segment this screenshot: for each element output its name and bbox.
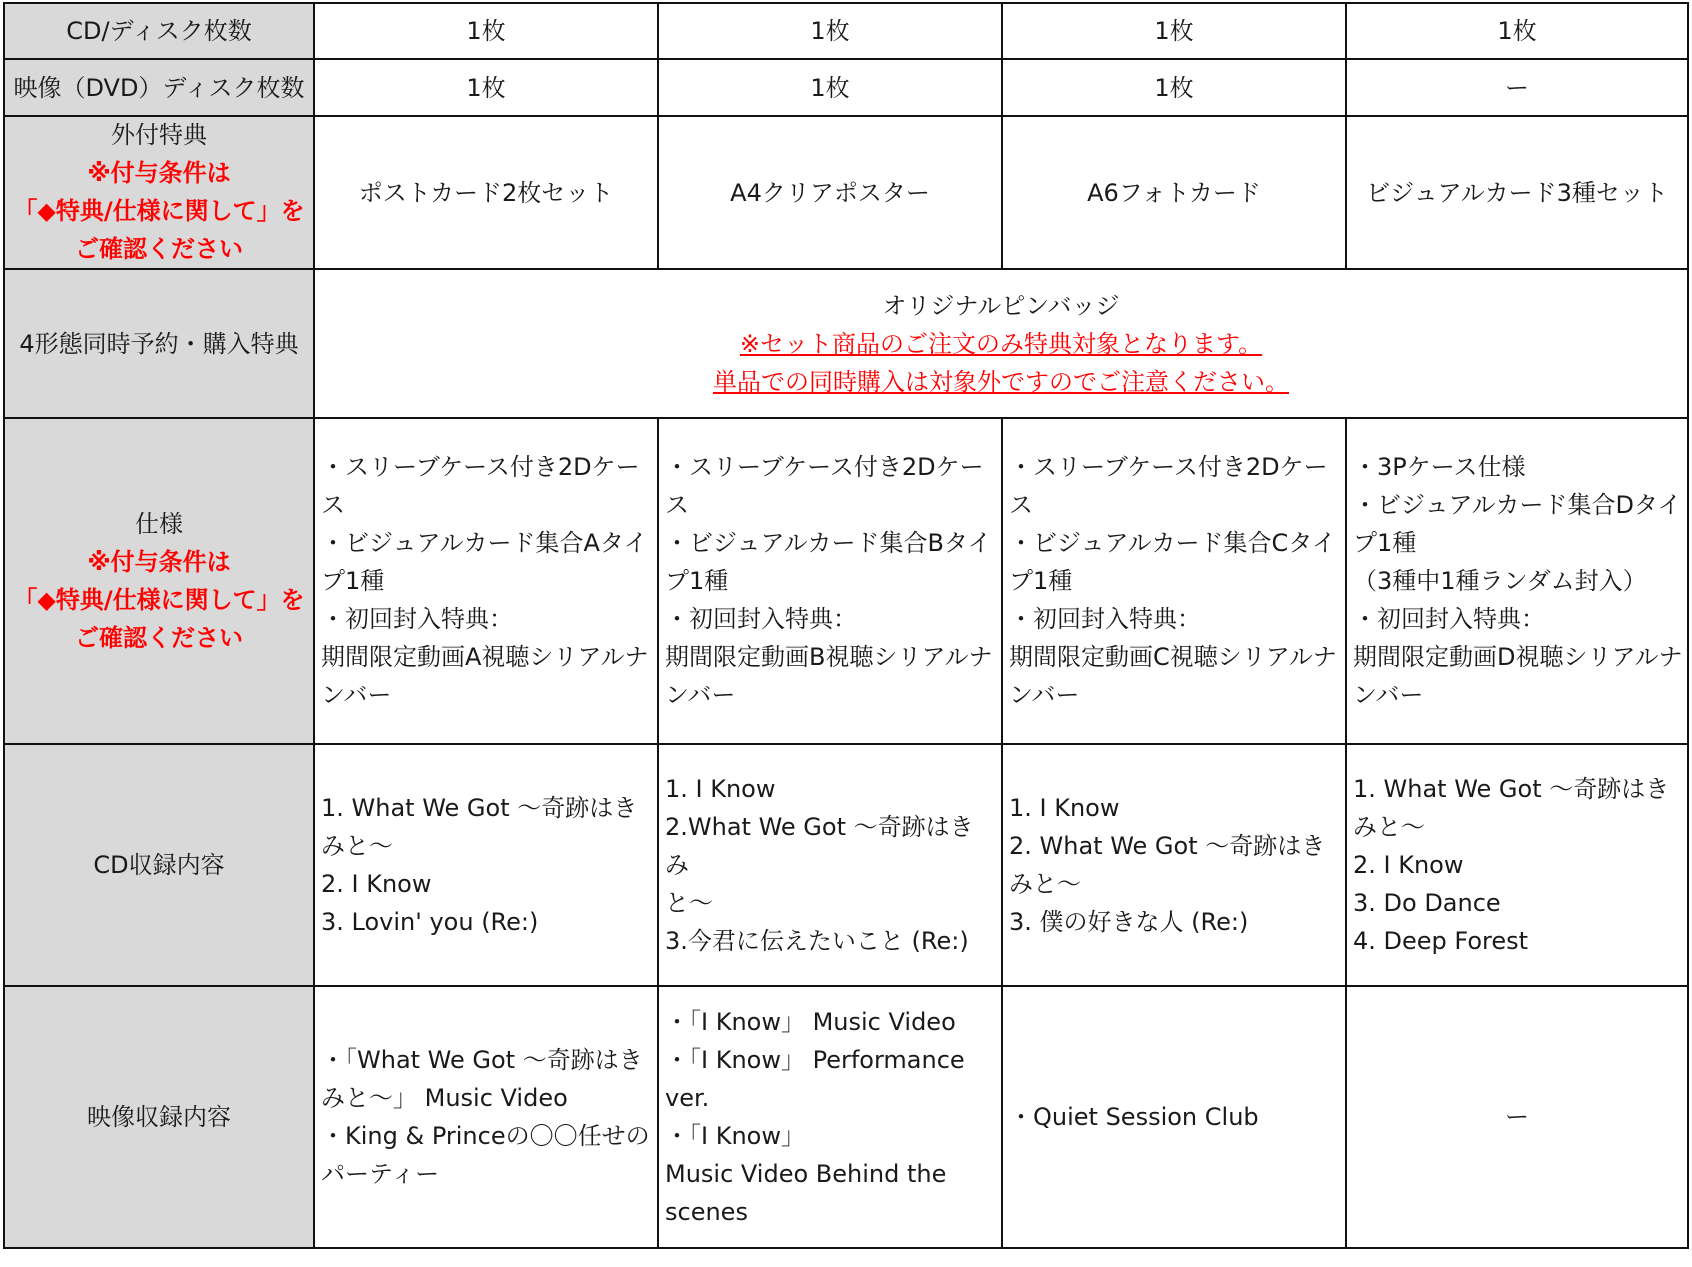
spec-line: 期間限定動画A視聴シリアルナ — [321, 643, 649, 671]
track-line: みと～ — [1009, 870, 1081, 898]
spec-line: ・ビジュアルカード集合Bタイ — [665, 529, 992, 557]
spec-cell — [1346, 418, 1688, 744]
video-contents-cell — [314, 986, 658, 1248]
cd-contents-cell — [1346, 744, 1688, 986]
video-line: scenes — [665, 1198, 748, 1226]
set-bonus-note: 単品での同時購入は対象外ですのでご注意ください。 — [713, 367, 1289, 396]
video-line: ・「What We Got ～奇跡はき — [321, 1046, 643, 1074]
spec-line: （3種中1種ランダム封入） — [1353, 567, 1647, 595]
spec-line: プ1種 — [1353, 529, 1417, 557]
product-spec-table — [3, 2, 1689, 1249]
cd-disc-count-label: CD/ディスク枚数 — [4, 3, 314, 59]
spec-line: ・初回封入特典： — [1353, 605, 1545, 633]
spec-line: ンバー — [665, 681, 736, 709]
spec-line: ンバー — [1353, 681, 1424, 709]
row-set-bonus — [4, 269, 1688, 418]
spec-line: ンバー — [321, 681, 392, 709]
spec-line: ・スリーブケース付き2Dケー — [321, 453, 640, 481]
track-line: 2. What We Got ～奇跡はき — [1009, 832, 1326, 860]
video-contents-label: 映像収録内容 — [4, 986, 314, 1248]
video-line: ・「I Know」 Performance — [665, 1046, 965, 1074]
track-line: 1. I Know — [1009, 794, 1120, 822]
cd-contents-cell — [1002, 744, 1346, 986]
row-spec — [4, 418, 1688, 744]
condition-note: 「◆特典/仕様に関して」を — [13, 585, 305, 614]
track-line: 2.What We Got ～奇跡はきみ — [665, 813, 974, 879]
cd-contents-cell — [658, 744, 1002, 986]
video-line: ver. — [665, 1084, 710, 1112]
video-line: ・「I Know」 Music Video — [665, 1008, 956, 1036]
spec-line: ・初回封入特典： — [1009, 605, 1201, 633]
track-line: 1. What We Got ～奇跡はき — [1353, 775, 1670, 803]
track-line: 2. I Know — [321, 870, 432, 898]
external-bonus-value: A6フォトカード — [1002, 116, 1346, 269]
video-contents-cell — [658, 986, 1002, 1248]
spec-line: ス — [321, 491, 345, 519]
external-bonus-value: ポストカード2枚セット — [314, 116, 658, 269]
condition-note: ※付与条件は — [87, 547, 231, 576]
video-line: みと～」 Music Video — [321, 1084, 568, 1112]
track-line: 3.今君に伝えたいこと (Re:) — [665, 927, 969, 955]
track-line: 3. Do Dance — [1353, 889, 1501, 917]
track-line: 4. Deep Forest — [1353, 927, 1529, 955]
set-bonus-value: オリジナルピンバッジ — [882, 291, 1120, 320]
condition-note: ご確認ください — [75, 235, 243, 263]
track-line: 1. What We Got ～奇跡はき — [321, 794, 638, 822]
track-line: 3. Lovin' you (Re:) — [321, 908, 539, 936]
spec-line: ス — [1009, 491, 1033, 519]
set-bonus-label: 4形態同時予約・購入特典 — [4, 269, 314, 418]
set-bonus-note: ※セット商品のご注文のみ特典対象となります。 — [739, 329, 1263, 358]
cd-disc-count-value: 1枚 — [1346, 3, 1688, 59]
spec-cell — [314, 418, 658, 744]
condition-note: ※付与条件は — [87, 159, 231, 187]
spec-line: ・3Pケース仕様 — [1353, 453, 1526, 481]
spec-line: ・スリーブケース付き2Dケー — [665, 453, 984, 481]
video-line: パーティー — [321, 1160, 440, 1188]
video-line: ー — [1505, 1103, 1529, 1131]
spec-line: ・ビジュアルカード集合Dタイ — [1353, 491, 1682, 519]
dvd-disc-count-value: 1枚 — [314, 59, 658, 116]
condition-note: 「◆特典/仕様に関して」を — [13, 197, 305, 225]
cd-contents-cell — [314, 744, 658, 986]
cd-disc-count-value: 1枚 — [658, 3, 1002, 59]
video-contents-cell — [1002, 986, 1346, 1248]
track-line: みと～ — [321, 832, 393, 860]
external-bonus-label: 外付特典 — [111, 121, 207, 149]
set-bonus-cell — [314, 269, 1688, 418]
row-video-contents — [4, 986, 1688, 1248]
spec-line: プ1種 — [665, 567, 729, 595]
spec-line: ・スリーブケース付き2Dケー — [1009, 453, 1328, 481]
external-bonus-label-cell — [4, 116, 314, 269]
cd-contents-label: CD収録内容 — [4, 744, 314, 986]
row-external-bonus — [4, 116, 1688, 269]
video-line: ・Quiet Session Club — [1009, 1103, 1259, 1131]
spec-line: ス — [665, 491, 689, 519]
spec-line: ・ビジュアルカード集合Cタイ — [1009, 529, 1336, 557]
video-contents-cell — [1346, 986, 1688, 1248]
spec-line: プ1種 — [1009, 567, 1073, 595]
cd-disc-count-value: 1枚 — [1002, 3, 1346, 59]
row-cd-contents — [4, 744, 1688, 986]
video-line: ・King & Princeの〇〇任せの — [321, 1122, 650, 1150]
spec-line: ・ビジュアルカード集合Aタイ — [321, 529, 648, 557]
dvd-disc-count-value: ー — [1346, 59, 1688, 116]
dvd-disc-count-label: 映像（DVD）ディスク枚数 — [4, 59, 314, 116]
external-bonus-value: ビジュアルカード3種セット — [1346, 116, 1688, 269]
dvd-disc-count-value: 1枚 — [1002, 59, 1346, 116]
spec-cell — [658, 418, 1002, 744]
track-line: 1. I Know — [665, 775, 776, 803]
spec-label-cell — [4, 418, 314, 744]
track-line: 3. 僕の好きな人 (Re:) — [1009, 908, 1249, 936]
row-dvd-disc-count — [4, 59, 1688, 116]
spec-line: プ1種 — [321, 567, 385, 595]
dvd-disc-count-value: 1枚 — [658, 59, 1002, 116]
spec-cell — [1002, 418, 1346, 744]
spec-line: 期間限定動画D視聴シリアルナ — [1353, 643, 1683, 671]
track-line: 2. I Know — [1353, 851, 1464, 879]
spec-label: 仕様 — [135, 509, 183, 538]
spec-line: 期間限定動画B視聴シリアルナ — [665, 643, 993, 671]
spec-line: 期間限定動画C視聴シリアルナ — [1009, 643, 1337, 671]
cd-disc-count-value: 1枚 — [314, 3, 658, 59]
track-line: と～ — [665, 889, 713, 917]
condition-note: ご確認ください — [75, 623, 243, 652]
external-bonus-value: A4クリアポスター — [658, 116, 1002, 269]
spec-line: ンバー — [1009, 681, 1080, 709]
row-cd-disc-count — [4, 3, 1688, 59]
spec-line: ・初回封入特典： — [321, 605, 513, 633]
spec-line: ・初回封入特典： — [665, 605, 857, 633]
video-line: ・「I Know」 — [665, 1122, 805, 1150]
track-line: みと～ — [1353, 813, 1425, 841]
video-line: Music Video Behind the — [665, 1160, 947, 1188]
